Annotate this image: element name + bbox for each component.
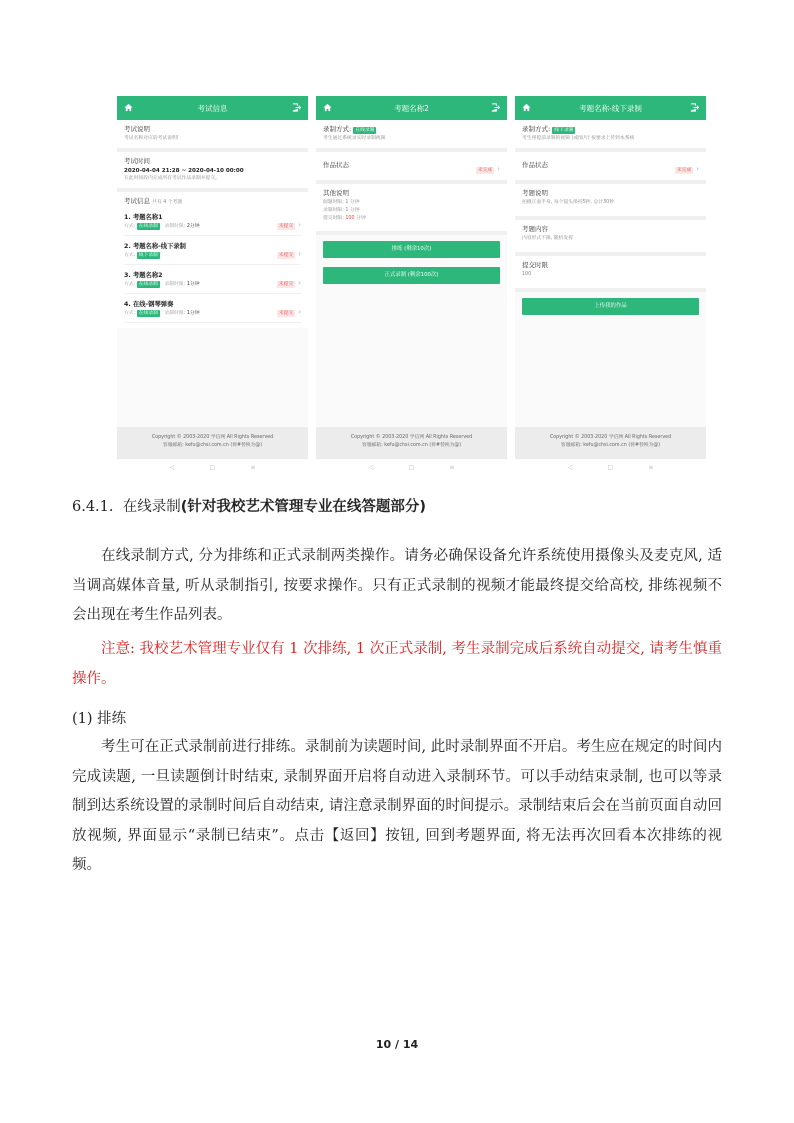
- question-description-section: [515, 184, 706, 220]
- logout-icon[interactable]: [491, 103, 500, 112]
- phone-screenshot-offline-recording: [515, 96, 706, 476]
- status-badge: 未完成: [477, 168, 493, 173]
- home-nav-icon[interactable]: □: [209, 464, 216, 471]
- chevron-right-icon: ›: [298, 221, 301, 229]
- page-number: 10 / 14: [375, 1038, 419, 1051]
- mode-tag: 在线录制: [138, 223, 158, 229]
- exam-time-section: [117, 152, 308, 192]
- back-nav-icon[interactable]: ◁: [567, 464, 573, 471]
- question-list-item[interactable]: [124, 207, 301, 236]
- chevron-right-icon: ›: [298, 250, 301, 258]
- section-text: 内容形式不限, 随机发挥: [522, 236, 574, 241]
- back-nav-icon[interactable]: ◁: [169, 464, 175, 471]
- exam-time-range: 2020-04-04 21:28 ~ 2020-04-10 00:00: [124, 168, 244, 174]
- logout-icon[interactable]: [690, 103, 699, 112]
- mode-tag: 在线录制: [138, 281, 158, 287]
- question-meta: 方式: 线下录制: [124, 252, 158, 258]
- home-icon[interactable]: [323, 103, 332, 112]
- work-status-row[interactable]: [515, 152, 706, 184]
- section-title: 其他说明: [323, 189, 349, 197]
- section-text: 100: [522, 272, 532, 277]
- section-title: 考试时间: [124, 157, 150, 165]
- header-title: 考题名称-线下录制: [579, 103, 642, 113]
- support-email: 客服邮箱: kefu@chsi.com.cn (将#替换为@): [361, 443, 462, 448]
- menu-nav-icon[interactable]: ≡: [250, 464, 256, 471]
- mode-note: 考生通过系统录实时录制视频: [323, 136, 386, 141]
- heading-text: 在线录制: [122, 499, 181, 515]
- exam-info-section: [117, 192, 308, 328]
- app-header: [316, 96, 507, 120]
- heading-bold: (针对我校艺术管理专业在线答题部分): [180, 499, 426, 515]
- practice-button[interactable]: 排练 (剩余10次): [323, 241, 500, 258]
- section-heading: [72, 496, 722, 518]
- paragraph-notice: 注意: 我校艺术管理专业仅有 1 次排练, 1 次正式录制, 考生录制完成后系统自动提交, 请考生慎重操作。: [72, 641, 722, 687]
- status-badge: 未提交: [278, 311, 294, 316]
- header-title: 考试信息: [197, 103, 228, 113]
- submit-deadline-section: [515, 256, 706, 292]
- recording-mode-section: [316, 120, 507, 152]
- status-label: 作品状态: [323, 161, 349, 169]
- paragraph-practice: 考生可在正式录制前进行排练。录制前为读题时间, 此时录制界面不开启。考生应在规定的时间内完成读题, 一旦读题倒计时结束, 录制界面开启将自动进入录制环节。可以手动结束录制, 也可以等录制到达系统设置的录制时间后自动结束, 请注意录制界面的时间提示。录制结束后会在当前页面自动回放视频, 界面显示“录制已结束”。点击【返回】按钮, 回到考题界面, 将无法再次回看本次排练的视频。: [72, 739, 722, 873]
- home-icon[interactable]: [522, 103, 531, 112]
- mode-tag: 在线录制: [355, 128, 375, 133]
- mode-tag: 在线录制: [138, 310, 158, 316]
- work-status-row[interactable]: [316, 152, 507, 184]
- app-header: [515, 96, 706, 120]
- formal-record-button[interactable]: 正式录制 (剩余100次): [323, 267, 500, 284]
- recording-mode-section: [515, 120, 706, 152]
- logout-icon[interactable]: [292, 103, 301, 112]
- header-title: 考题名称2: [394, 103, 429, 113]
- upload-work-button[interactable]: 上传我的作品: [522, 298, 699, 315]
- section-title: 提交时限: [522, 261, 548, 269]
- status-badge: 未提交: [278, 282, 294, 287]
- support-email: 客服邮箱: kefu@chsi.com.cn (将#替换为@): [162, 443, 263, 448]
- other-info-section: [316, 184, 507, 235]
- copyright-text: Copyright © 2003-2020 学信网 All Rights Reserved: [549, 435, 672, 440]
- record-time: 录制时限: 1 分钟: [323, 208, 360, 213]
- section-text: 拍摄正面半身, 每个镜头保持5秒, 总计30秒: [522, 200, 615, 205]
- page-footer: [515, 427, 706, 459]
- section-title: 考试信息 共有 4 个考题: [124, 197, 183, 205]
- menu-nav-icon[interactable]: ≡: [449, 464, 455, 471]
- question-meta: 方式: 在线录制 录制时限: 1分钟: [124, 281, 200, 287]
- question-title: 3. 考题名称2: [124, 271, 163, 279]
- home-nav-icon[interactable]: □: [607, 464, 614, 471]
- app-header: [117, 96, 308, 120]
- question-count: 共有 4 个考题: [152, 200, 183, 205]
- chevron-right-icon: ›: [298, 308, 301, 316]
- question-list-item[interactable]: [124, 236, 301, 265]
- status-badge: 未提交: [278, 224, 294, 229]
- home-icon[interactable]: [124, 103, 133, 112]
- mode-label: 录制方式:: [323, 125, 352, 133]
- section-title: 考题内容: [522, 225, 548, 233]
- question-list-item[interactable]: [124, 294, 301, 323]
- status-label: 作品状态: [522, 161, 548, 169]
- page-footer: [117, 427, 308, 459]
- phone-screenshot-exam-info: [117, 96, 308, 476]
- question-content-section: [515, 220, 706, 256]
- submit-time: 提交时限: 100 分钟: [323, 216, 366, 221]
- read-time: 阅题时限: 1 分钟: [323, 200, 360, 205]
- section-title: 考题说明: [522, 189, 548, 197]
- paragraph-intro: 在线录制方式, 分为排练和正式录制两类操作。请务必确保设备允许系统使用摄像头及麦克风, 适当调高媒体音量, 听从录制指引, 按要求操作。只有正式录制的视频才能最终提交给高校, 排练视频不会出现在考生作品列表。: [72, 548, 722, 623]
- android-nav-bar: [515, 459, 706, 476]
- question-meta: 方式: 在线录制 录制时限: 2分钟: [124, 223, 200, 229]
- heading-number: 6.4.1.: [72, 499, 114, 515]
- question-title: 2. 考题名称-线下录制: [124, 242, 186, 250]
- phone-screenshot-online-recording: [316, 96, 507, 476]
- status-badge: 未完成: [676, 168, 692, 173]
- page-footer: [316, 427, 507, 459]
- chevron-right-icon: ›: [497, 165, 500, 173]
- mode-tag: 线下录制: [554, 128, 574, 133]
- status-badge: 未提交: [278, 253, 294, 258]
- subheading-practice: (1) 排练: [72, 711, 127, 727]
- question-title: 1. 考题名称1: [124, 213, 163, 221]
- section-text: 考试名称对应的考试说明!: [124, 136, 179, 141]
- copyright-text: Copyright © 2003-2020 学信网 All Rights Reserved: [151, 435, 274, 440]
- question-list-item[interactable]: [124, 265, 301, 294]
- exam-description-section: [117, 120, 308, 152]
- question-list: [124, 207, 301, 323]
- section-text: 在此时间段内完成所有考试作品录制并提交。: [124, 176, 220, 181]
- question-title: 4. 在线-钢琴弹奏: [124, 300, 174, 308]
- chevron-right-icon: ›: [298, 279, 301, 287]
- android-nav-bar: [316, 459, 507, 476]
- mode-label: 录制方式:: [522, 125, 551, 133]
- question-meta: 方式: 在线录制 录制时限: 1分钟: [124, 310, 200, 316]
- home-nav-icon[interactable]: □: [408, 464, 415, 471]
- section-title: 考试说明: [124, 125, 150, 133]
- menu-nav-icon[interactable]: ≡: [648, 464, 654, 471]
- android-nav-bar: [117, 459, 308, 476]
- chevron-right-icon: ›: [696, 165, 699, 173]
- mode-note: 考生将提前录制的视频 (或图片) 按要求上传到本系统: [522, 136, 635, 141]
- mode-tag: 线下录制: [138, 252, 158, 258]
- support-email: 客服邮箱: kefu@chsi.com.cn (将#替换为@): [560, 443, 661, 448]
- copyright-text: Copyright © 2003-2020 学信网 All Rights Reserved: [350, 435, 473, 440]
- back-nav-icon[interactable]: ◁: [368, 464, 374, 471]
